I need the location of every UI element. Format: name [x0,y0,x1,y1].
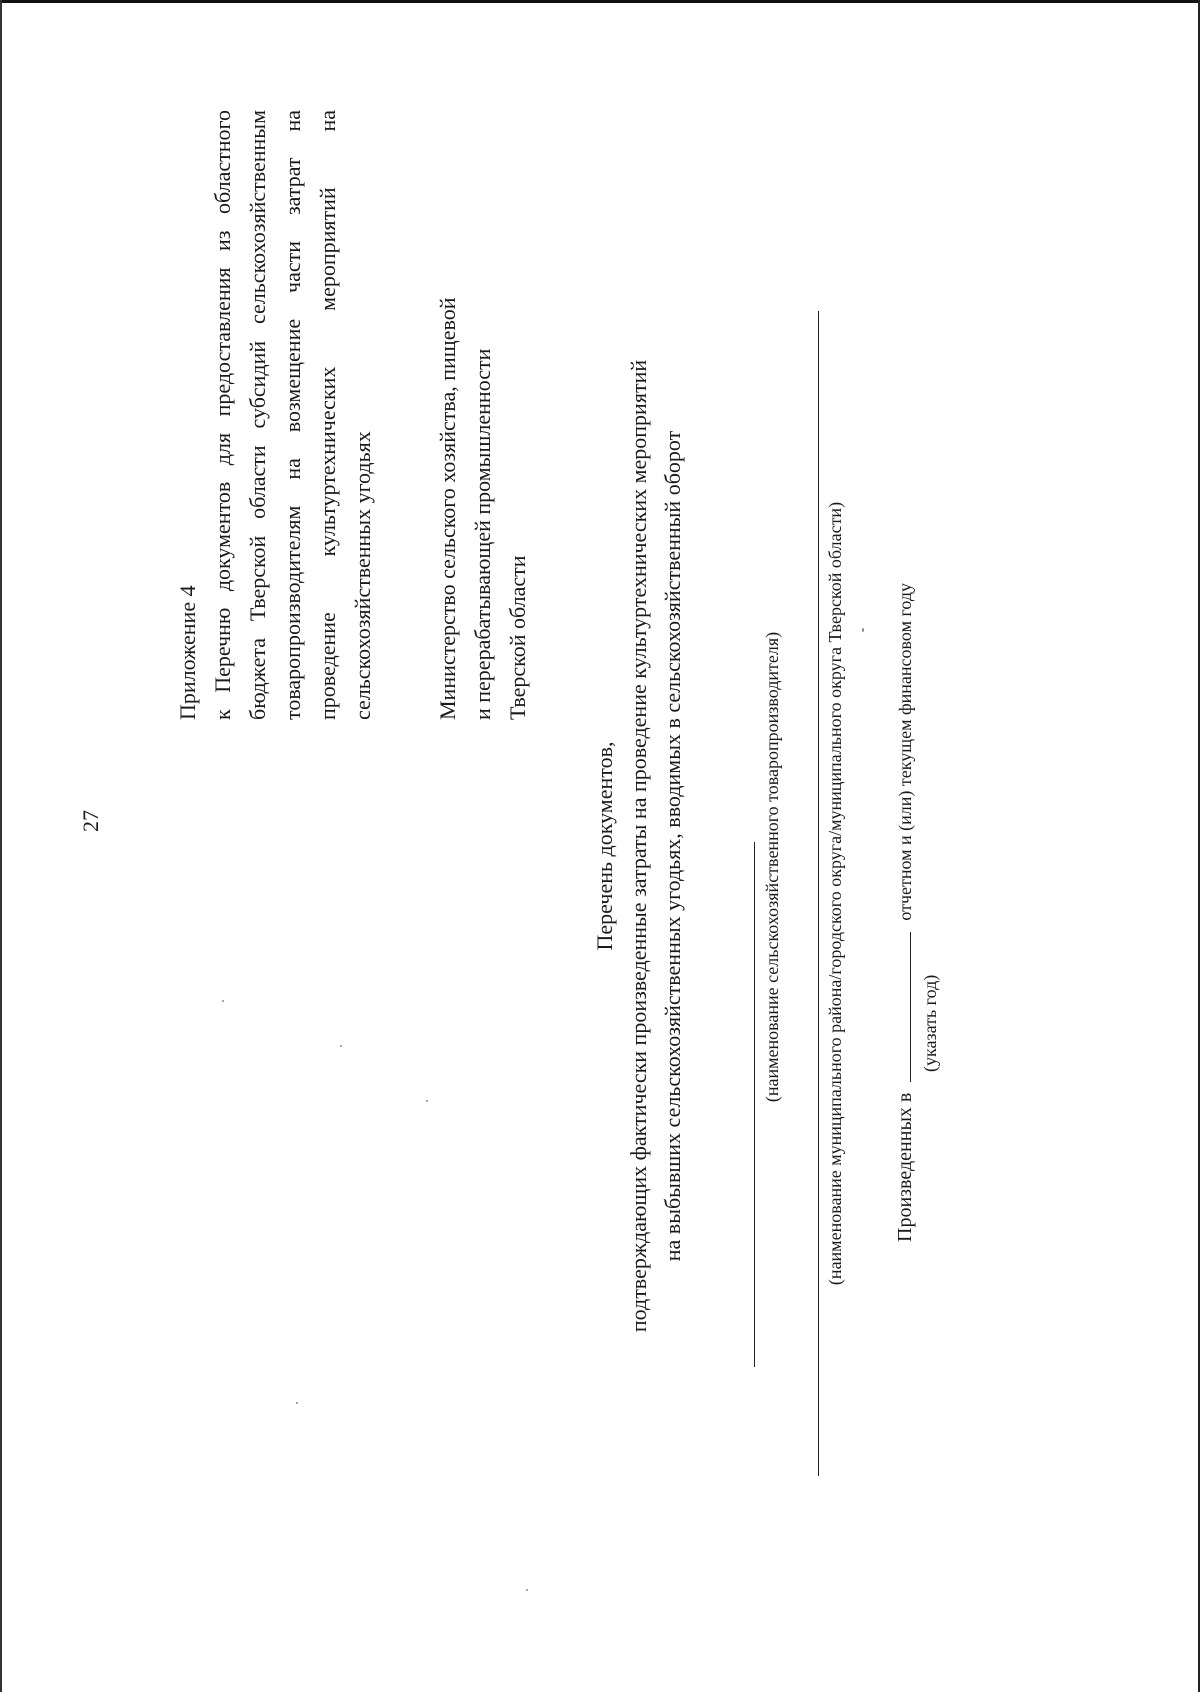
ministry-line-2: и перерабатывающей промышленности [470,348,495,720]
document-title-line-2: подтверждающих фактически произведенные затраты на проведение культуртехнических мероприятий [626,359,651,1333]
ministry-line-3: Тверской области [505,555,530,720]
appendix-title: Приложение 4 [175,585,200,720]
period-row [890,583,917,1242]
scan-speck [340,1045,342,1047]
municipality-name-caption: (наименование муниципального района/городского округа/муниципального округа Тверской области) [825,501,845,1286]
year-blank-line [890,932,911,1082]
scan-speck [862,628,864,632]
producer-name-line [754,842,755,1367]
period-prefix: Произведенных в [894,1092,916,1242]
municipality-name-line [818,311,819,1476]
page-number: 27 [78,810,103,832]
document-title [588,0,690,1692]
ministry-line-1: Министерство сельского хозяйства, пищевой [435,297,460,720]
document-title-line-3: на выбывших сельскохозяйственных угодьях, вводимых в сельскохозяйственный оборот [660,430,685,1262]
ministry-address-block [430,110,535,720]
scan-speck [222,1000,224,1002]
scan-speck [526,1589,528,1591]
appendix-text: к Перечню документов для предоставления из областного бюджета Тверской области субсидий сельскохозяйственным товаропроизводителям на возмещение части затрат на проведение культуртехнических мероприятий на сельскохозяйственных угодьях [210,110,375,720]
producer-name-caption: (наименование сельскохозяйственного товаропроизводителя) [762,631,782,1103]
scan-speck [296,1402,298,1404]
year-caption: (указать год) [920,974,940,1072]
period-suffix: отчетном и (или) текущем финансовом году [895,582,915,921]
scan-speck [426,1100,428,1102]
appendix-block [170,110,380,720]
document-title-line-1: Перечень документов, [592,741,617,951]
